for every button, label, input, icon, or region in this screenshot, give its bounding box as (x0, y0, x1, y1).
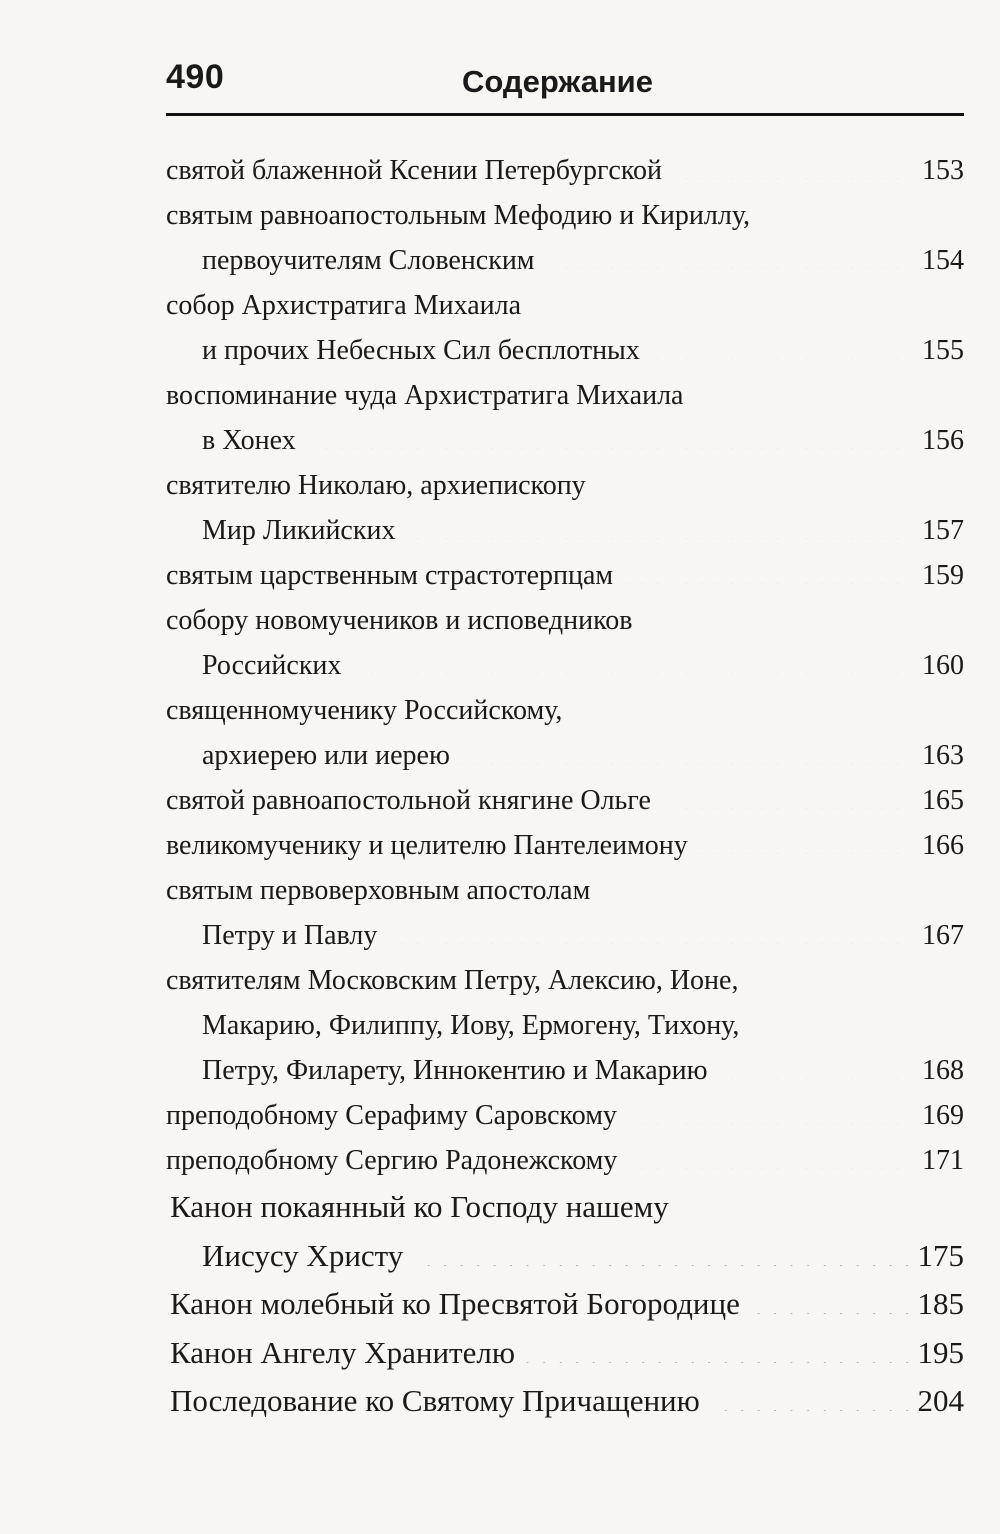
toc-entry-line (166, 283, 964, 328)
dot-leader (405, 511, 916, 539)
toc-entry-title: святым равноапостольным Мефодию и Кириллу, (166, 200, 751, 231)
toc-page-number: 156 (922, 425, 964, 456)
toc-entry-title: воспоминание чуда Архистратига Михаила (166, 380, 684, 411)
toc-entry-title: святым царственным страстотерпцам (166, 560, 614, 591)
page-header (166, 58, 964, 114)
toc-entry-line (166, 418, 964, 463)
toc-entry-line (166, 1183, 964, 1232)
dot-leader (698, 826, 916, 854)
toc-entry-title: святителю Николаю, архиепископу (166, 470, 586, 501)
toc-entry (166, 1280, 964, 1329)
toc-entry (166, 598, 964, 688)
toc-page-number: 163 (922, 740, 964, 771)
toc-entry-line (166, 688, 964, 733)
toc-page-number: 160 (922, 650, 964, 681)
toc-entry-line (166, 913, 964, 958)
toc-entry-title: преподобному Серафиму Саровскому (166, 1100, 617, 1131)
page-number: 490 (166, 58, 225, 96)
toc-entry-line (166, 733, 964, 778)
toc-entry (166, 868, 964, 958)
toc-entry (166, 1183, 964, 1280)
dot-leader (672, 151, 916, 179)
toc-page-number: 166 (922, 830, 964, 861)
dot-leader (460, 736, 916, 764)
toc-entry-line (166, 373, 964, 418)
toc-entry-title: Петру и Павлу (202, 920, 378, 951)
dot-leader (710, 1380, 912, 1411)
toc-page-number: 154 (922, 245, 964, 276)
toc-entry-title: и прочих Небесных Сил бесплотных (202, 335, 640, 366)
toc-entry-line (166, 1093, 964, 1138)
toc-entry (166, 148, 964, 193)
toc-page-number: 155 (922, 335, 964, 366)
dot-leader (627, 1096, 916, 1124)
toc-page-number: 175 (917, 1237, 964, 1273)
toc-entry (166, 1093, 964, 1138)
toc-entry-title: святой блаженной Ксении Петербургской (166, 155, 663, 186)
toc-entry-line (166, 643, 964, 688)
toc-entry (166, 193, 964, 283)
toc-page-number: 153 (922, 155, 964, 186)
dot-leader (545, 241, 916, 269)
toc-entry (166, 1329, 964, 1378)
toc-page-number: 185 (917, 1286, 964, 1321)
dot-leader (525, 1332, 912, 1363)
toc-entry-title: преподобному Сергию Радонежскому (166, 1145, 618, 1176)
toc-entry-title: Канон Ангелу Хранителю (170, 1334, 515, 1370)
toc-entry-title: собор Архистратига Михаила (166, 290, 522, 321)
running-title: Содержание (462, 64, 653, 99)
toc-entry-line (166, 238, 964, 283)
toc-entry-title: святителям Московским Петру, Алексию, Ионе, (166, 965, 739, 996)
toc-entry (166, 688, 964, 778)
toc-entry-line (166, 1138, 964, 1183)
dot-leader (387, 916, 916, 944)
toc-entry-title: священномученику Российскому, (166, 695, 563, 726)
toc-entry (166, 553, 964, 598)
header-rule (166, 113, 964, 116)
toc-entry-title: святым первоверховным апостолам (166, 875, 591, 906)
dot-leader (627, 1141, 916, 1169)
toc-entry-title: архиерею или иерею (202, 740, 450, 771)
dot-leader (306, 421, 916, 449)
toc-entry-title: Мир Ликийских (202, 515, 396, 546)
toc-entry-line (166, 1280, 964, 1329)
toc-entry-title: первоучителям Словенским (202, 245, 535, 276)
toc-entry-line (166, 148, 964, 193)
dot-leader (750, 1283, 912, 1314)
toc-page-number: 171 (922, 1145, 964, 1176)
toc-entry-title: Петру, Филарету, Иннокентию и Макарию (202, 1055, 708, 1086)
toc-entry (166, 823, 964, 868)
toc-entry-line (166, 823, 964, 868)
toc-entry-line (166, 508, 964, 553)
toc-entry-title: Российских (202, 650, 342, 681)
toc-page-number: 168 (922, 1055, 964, 1086)
toc-entry-title: Последование ко Святому Причащению (170, 1383, 700, 1418)
toc-page-number: 195 (917, 1334, 964, 1370)
toc-entry-title: в Хонех (202, 425, 296, 456)
toc-page-number: 165 (922, 785, 964, 816)
dot-leader (661, 781, 916, 809)
toc-entry (166, 1138, 964, 1183)
toc-entry-title: Канон молебный ко Пресвятой Богородице (170, 1286, 740, 1321)
toc-entry (166, 1377, 964, 1426)
toc-entry-title: собору новомучеников и исповедников (166, 605, 633, 636)
toc-entry-title: Канон покаянный ко Господу нашему (170, 1189, 669, 1224)
toc-page-number: 157 (922, 515, 964, 546)
dot-leader (650, 331, 916, 359)
toc-entry-line (166, 553, 964, 598)
toc-entry-line (166, 598, 964, 643)
toc-entry (166, 778, 964, 823)
toc-entry-line (166, 328, 964, 373)
toc-entry-line (166, 193, 964, 238)
table-of-contents (166, 148, 964, 1426)
toc-entry-line (166, 778, 964, 823)
toc-page-number: 159 (922, 560, 964, 591)
toc-entry-line (166, 958, 964, 1003)
toc-entry (166, 463, 964, 553)
toc-entry-title: Иисусу Христу (202, 1237, 404, 1273)
toc-page-number: 167 (922, 920, 964, 951)
toc-entry-title: великомученику и целителю Пантелеимону (166, 830, 688, 861)
toc-entry-title: святой равноапостольной княгине Ольге (166, 785, 651, 816)
toc-entry-line (166, 1048, 964, 1093)
dot-leader (351, 646, 916, 674)
toc-entry-line (166, 1377, 964, 1426)
dot-leader (718, 1051, 916, 1079)
toc-page-number: 169 (922, 1100, 964, 1131)
toc-entry-line (166, 868, 964, 913)
toc-page-number: 204 (917, 1383, 964, 1418)
toc-entry-line (166, 1329, 964, 1378)
toc-entry (166, 958, 964, 1093)
dot-leader (413, 1235, 911, 1266)
toc-entry-line (166, 1232, 964, 1281)
toc-entry-line (166, 463, 964, 508)
dot-leader (623, 556, 916, 584)
toc-entry (166, 283, 964, 373)
toc-entry-title: Макарию, Филиппу, Иову, Ермогену, Тихону, (202, 1010, 740, 1041)
toc-entry (166, 373, 964, 463)
toc-entry-line (166, 1003, 964, 1048)
